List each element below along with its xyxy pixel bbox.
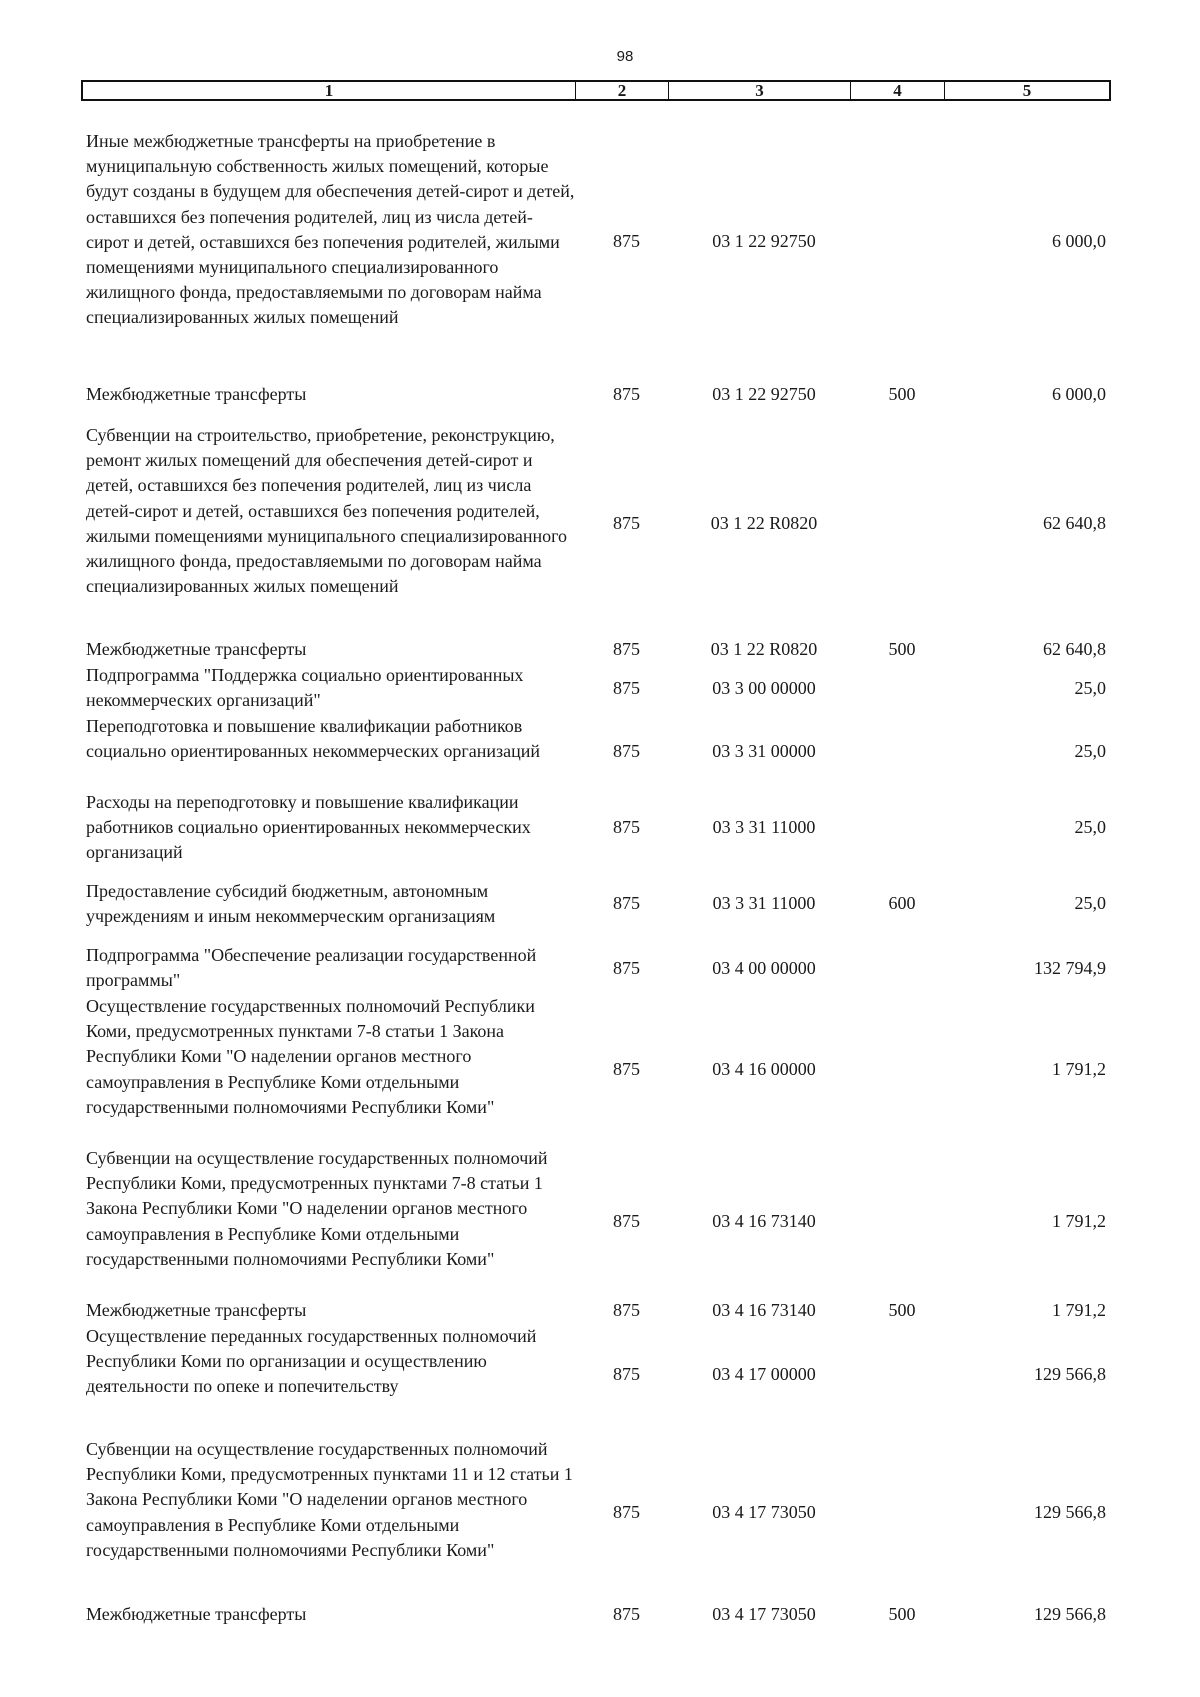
table-row	[86, 382, 1106, 408]
row-name: Переподготовка и повышение квалификации работников социально ориентированных некоммерческих организаций	[86, 716, 541, 762]
table-row	[86, 1146, 1106, 1298]
table-row	[86, 714, 1106, 790]
row-grbs: 875	[613, 1502, 640, 1522]
row-grbs: 875	[613, 893, 640, 913]
table-row	[86, 129, 1106, 355]
page-number: 98	[616, 48, 634, 65]
row-sum: 129 566,8	[1034, 1502, 1106, 1522]
row-vr: 500	[888, 1604, 916, 1624]
row-sum: 25,0	[1074, 741, 1106, 761]
row-name: Субвенции на осуществление государственных полномочий Республики Коми, предусмотренных пунктами 11 и 12 статьи 1 Закона Республики Коми "О наделении органов местного самоуправления в Республике Коми отдельными государственными полномочиями Республики Коми"	[86, 1439, 573, 1560]
table-row	[86, 1437, 1106, 1589]
row-grbs: 875	[613, 678, 640, 698]
row-csr: 03 3 31 00000	[712, 741, 816, 761]
table-row	[86, 1602, 1106, 1628]
row-csr: 03 1 22 R0820	[710, 639, 818, 659]
table-row	[86, 663, 1106, 714]
row-csr: 03 1 22 R0820	[710, 513, 818, 533]
row-vr: 500	[888, 384, 916, 404]
row-grbs: 875	[613, 1604, 640, 1624]
row-name: Осуществление переданных государственных полномочий Республики Коми по организации и осуществлению деятельности по опеке и попечительству	[86, 1326, 537, 1397]
row-name: Межбюджетные трансферты	[86, 639, 307, 659]
row-csr: 03 4 17 73050	[712, 1502, 816, 1522]
row-grbs: 875	[613, 1211, 640, 1231]
row-sum: 6 000,0	[1052, 384, 1106, 404]
row-sum: 62 640,8	[1043, 639, 1106, 659]
row-name: Подпрограмма "Обеспечение реализации государственной программы"	[86, 945, 537, 991]
row-csr: 03 4 17 73050	[712, 1604, 816, 1624]
row-grbs: 875	[613, 513, 640, 533]
row-vr: 500	[888, 639, 916, 659]
table-header	[81, 80, 1111, 101]
row-name: Межбюджетные трансферты	[86, 384, 307, 404]
row-name: Подпрограмма "Поддержка социально ориентированных некоммерческих организаций"	[86, 665, 524, 711]
table-row	[86, 1298, 1106, 1324]
row-sum: 25,0	[1074, 678, 1106, 698]
row-csr: 03 4 16 73140	[712, 1300, 816, 1320]
row-sum: 25,0	[1074, 817, 1106, 837]
row-name: Осуществление государственных полномочий Республики Коми, предусмотренных пунктами 7-8 статьи 1 Закона Республики Коми "О наделении органов местного самоуправления в Республике Коми отдельными государственными полномочиями Республики Коми"	[86, 996, 535, 1117]
table-row	[86, 879, 1106, 930]
row-csr: 03 3 00 00000	[712, 678, 816, 698]
row-grbs: 875	[613, 817, 640, 837]
row-csr: 03 3 31 11000	[712, 817, 816, 837]
row-sum: 1 791,2	[1052, 1211, 1106, 1231]
row-vr: 500	[888, 1300, 916, 1320]
row-grbs: 875	[613, 231, 640, 251]
row-sum: 25,0	[1074, 893, 1106, 913]
row-grbs: 875	[613, 1059, 640, 1079]
row-csr: 03 3 31 11000	[712, 893, 816, 913]
row-grbs: 875	[613, 384, 640, 404]
table-row	[86, 423, 1106, 625]
header-col-1: 1	[83, 82, 576, 99]
table-row	[86, 790, 1106, 866]
row-csr: 03 4 16 00000	[712, 1059, 816, 1079]
row-csr: 03 4 00 00000	[712, 958, 816, 978]
table-row	[86, 1324, 1106, 1425]
row-grbs: 875	[613, 741, 640, 761]
row-grbs: 875	[613, 958, 640, 978]
header-col-5: 5	[1022, 81, 1032, 100]
row-sum: 129 566,8	[1034, 1604, 1106, 1624]
header-col-2: 2	[576, 82, 669, 99]
table-row	[86, 994, 1106, 1146]
row-name: Межбюджетные трансферты	[86, 1604, 307, 1624]
row-grbs: 875	[613, 1300, 640, 1320]
row-sum: 6 000,0	[1052, 231, 1106, 251]
row-name: Межбюджетные трансферты	[86, 1300, 307, 1320]
row-csr: 03 1 22 92750	[712, 384, 816, 404]
row-name: Субвенции на строительство, приобретение, реконструкцию, ремонт жилых помещений для обеспечения детей-сирот и детей, оставшихся без попечения родителей, лиц из числа детей-сирот и детей, оставшихся без попечения родителей, жилыми помещениями муниципального специализированного жилищного фонда, предоставляемыми по договорам найма специализированных жилых помещений	[86, 425, 568, 597]
row-csr: 03 4 16 73140	[712, 1211, 816, 1231]
row-csr: 03 4 17 00000	[712, 1364, 816, 1384]
table-row	[86, 637, 1106, 663]
header-col-4: 4	[851, 82, 945, 99]
row-grbs: 875	[613, 639, 640, 659]
row-sum: 1 791,2	[1052, 1300, 1106, 1320]
row-csr: 03 1 22 92750	[712, 231, 816, 251]
row-sum: 1 791,2	[1052, 1059, 1106, 1079]
row-name: Субвенции на осуществление государственных полномочий Республики Коми, предусмотренных пунктами 7-8 статьи 1 Закона Республики Коми "О наделении органов местного самоуправления в Республике Коми отдельными государственными полномочиями Республики Коми"	[86, 1148, 548, 1269]
row-name: Иные межбюджетные трансферты на приобретение в муниципальную собственность жилых помещений, которые будут созданы в будущем для обеспечения детей-сирот и детей, оставшихся без попечения родителей, лиц из числа детей-сирот и детей, оставшихся без попечения родителей, жилыми помещениями муниципального специализированного жилищного фонда, предоставляемыми по договорам найма специализированных жилых помещений	[86, 131, 575, 328]
row-sum: 132 794,9	[1034, 958, 1106, 978]
row-sum: 62 640,8	[1043, 513, 1106, 533]
row-name: Расходы на переподготовку и повышение квалификации работников социально ориентированных некоммерческих организаций	[86, 792, 531, 863]
row-name: Предоставление субсидий бюджетным, автономным учреждениям и иным некоммерческим организациям	[86, 881, 496, 927]
header-col-3: 3	[669, 82, 851, 99]
table-row	[86, 943, 1106, 994]
row-vr: 600	[888, 893, 916, 913]
row-sum: 129 566,8	[1034, 1364, 1106, 1384]
row-grbs: 875	[613, 1364, 640, 1384]
